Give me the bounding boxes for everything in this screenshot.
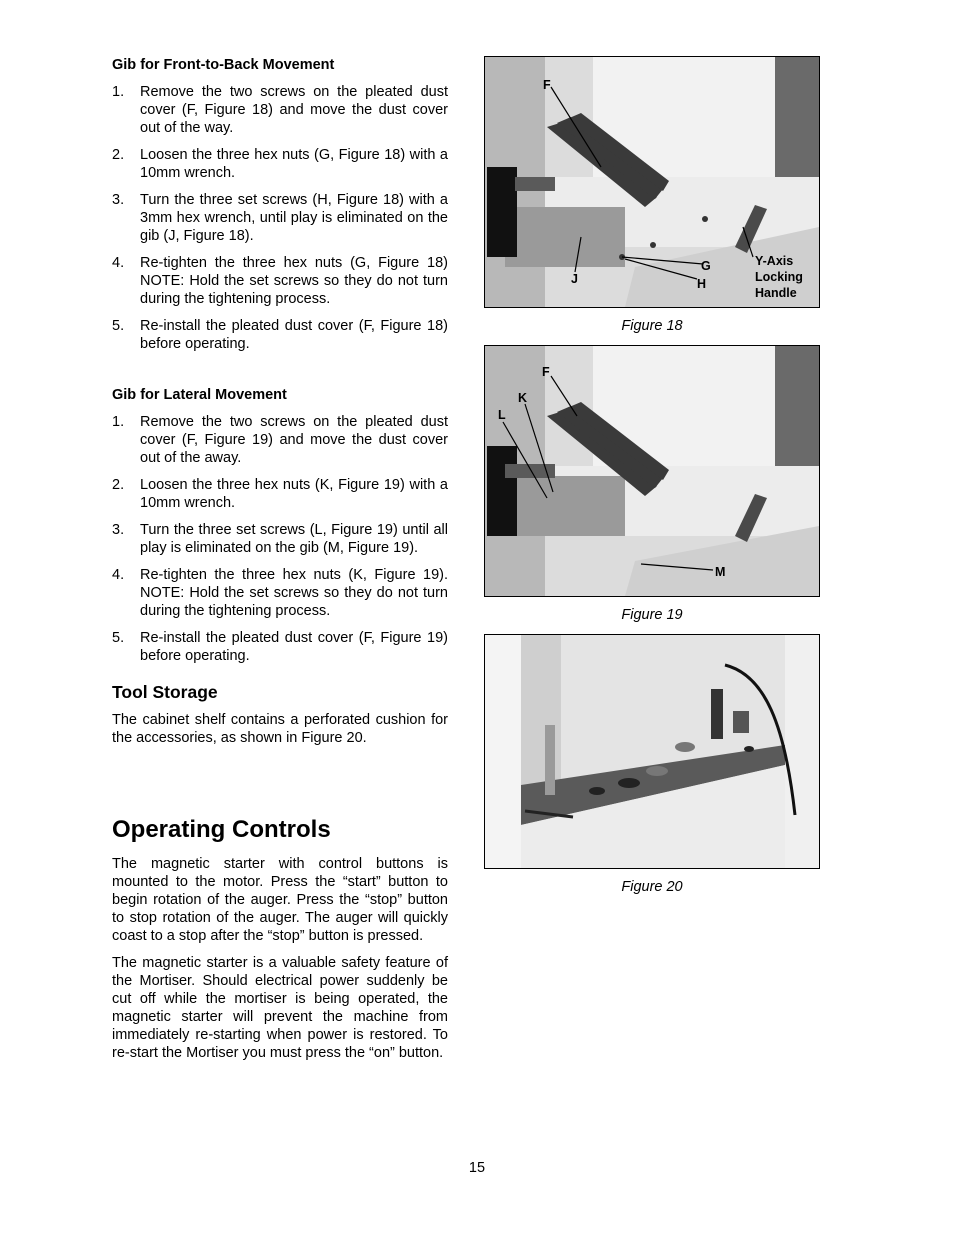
- list-item: 3. Turn the three set screws (H, Figure 18) with a 3mm hex wrench, until play is eliminated on the gib (J, Figure 18).: [112, 192, 448, 244]
- label-handle-line-3: Handle: [755, 286, 797, 300]
- list-item: 2. Loosen the three hex nuts (G, Figure 18) with a 10mm wrench.: [112, 147, 448, 181]
- gib-front-steps: [112, 83, 448, 353]
- tool-storage-text: The cabinet shelf contains a perforated cushion for the accessories, as shown in Figure 20.: [112, 712, 448, 746]
- label-handle-line-2: Locking: [755, 270, 803, 284]
- gib-lateral-steps: [112, 413, 448, 665]
- label-f: F: [543, 78, 551, 92]
- list-item: 3. Turn the three set screws (L, Figure 19) until all play is eliminated on the gib (M, Figure 19).: [112, 522, 448, 556]
- label-handle-line-1: Y-Axis: [755, 254, 794, 268]
- gib-front-heading: Gib for Front-to-Back Movement: [112, 57, 335, 73]
- label-l: L: [498, 408, 506, 422]
- figure-18-caption: Figure 18: [621, 318, 683, 334]
- list-item: 1. Remove the two screws on the pleated dust cover (F, Figure 19) and move the dust cover out of the away.: [112, 414, 448, 466]
- list-item: 4. Re-tighten the three hex nuts (G, Figure 18) NOTE: Hold the set screws so they do not turn during the tightening process.: [112, 255, 448, 307]
- text-column: [112, 56, 448, 1071]
- tool-storage-heading: Tool Storage: [112, 682, 218, 702]
- list-item: 1. Remove the two screws on the pleated dust cover (F, Figure 18) and move the dust cover out of the way.: [112, 84, 448, 136]
- label-m: M: [715, 565, 726, 579]
- label-h: H: [697, 277, 707, 291]
- label-j: J: [571, 272, 578, 286]
- list-item: 4. Re-tighten the three hex nuts (K, Figure 19). NOTE: Hold the set screws so they do not turn during the tightening process.: [112, 567, 448, 619]
- figure-19-caption: Figure 19: [621, 607, 683, 623]
- operating-controls-paragraph: The magnetic starter is a valuable safety feature of the Mortiser. Should electrical power suddenly be cut off while the mortiser is being operated, the magnetic starter will prevent the machine from immediately re-starting when power is restored. To re-start the Mortiser you must press the “on” button.: [112, 955, 448, 1061]
- page-number: 15: [468, 1160, 486, 1176]
- label-f: F: [542, 365, 550, 379]
- label-g: G: [701, 259, 711, 273]
- operating-controls-heading: Operating Controls: [112, 816, 331, 843]
- list-item: 5. Re-install the pleated dust cover (F, Figure 18) before operating.: [112, 318, 448, 352]
- figure-18-photo: [484, 56, 820, 308]
- figure-20-photo: [484, 634, 820, 869]
- list-item: 5. Re-install the pleated dust cover (F, Figure 19) before operating.: [112, 630, 448, 664]
- figure-20-caption: Figure 20: [621, 879, 683, 895]
- list-item: 2. Loosen the three hex nuts (K, Figure 19) with a 10mm wrench.: [112, 477, 448, 511]
- figure-19-photo: [484, 345, 820, 597]
- label-k: K: [518, 391, 528, 405]
- operating-controls-paragraph: The magnetic starter with control buttons is mounted to the motor. Press the “start” button to begin rotation of the auger. Press the “stop” button to stop rotation of the auger. The auger will quickly coast to a stop after the “stop” button is pressed.: [112, 856, 448, 944]
- gib-lateral-heading: Gib for Lateral Movement: [112, 387, 287, 403]
